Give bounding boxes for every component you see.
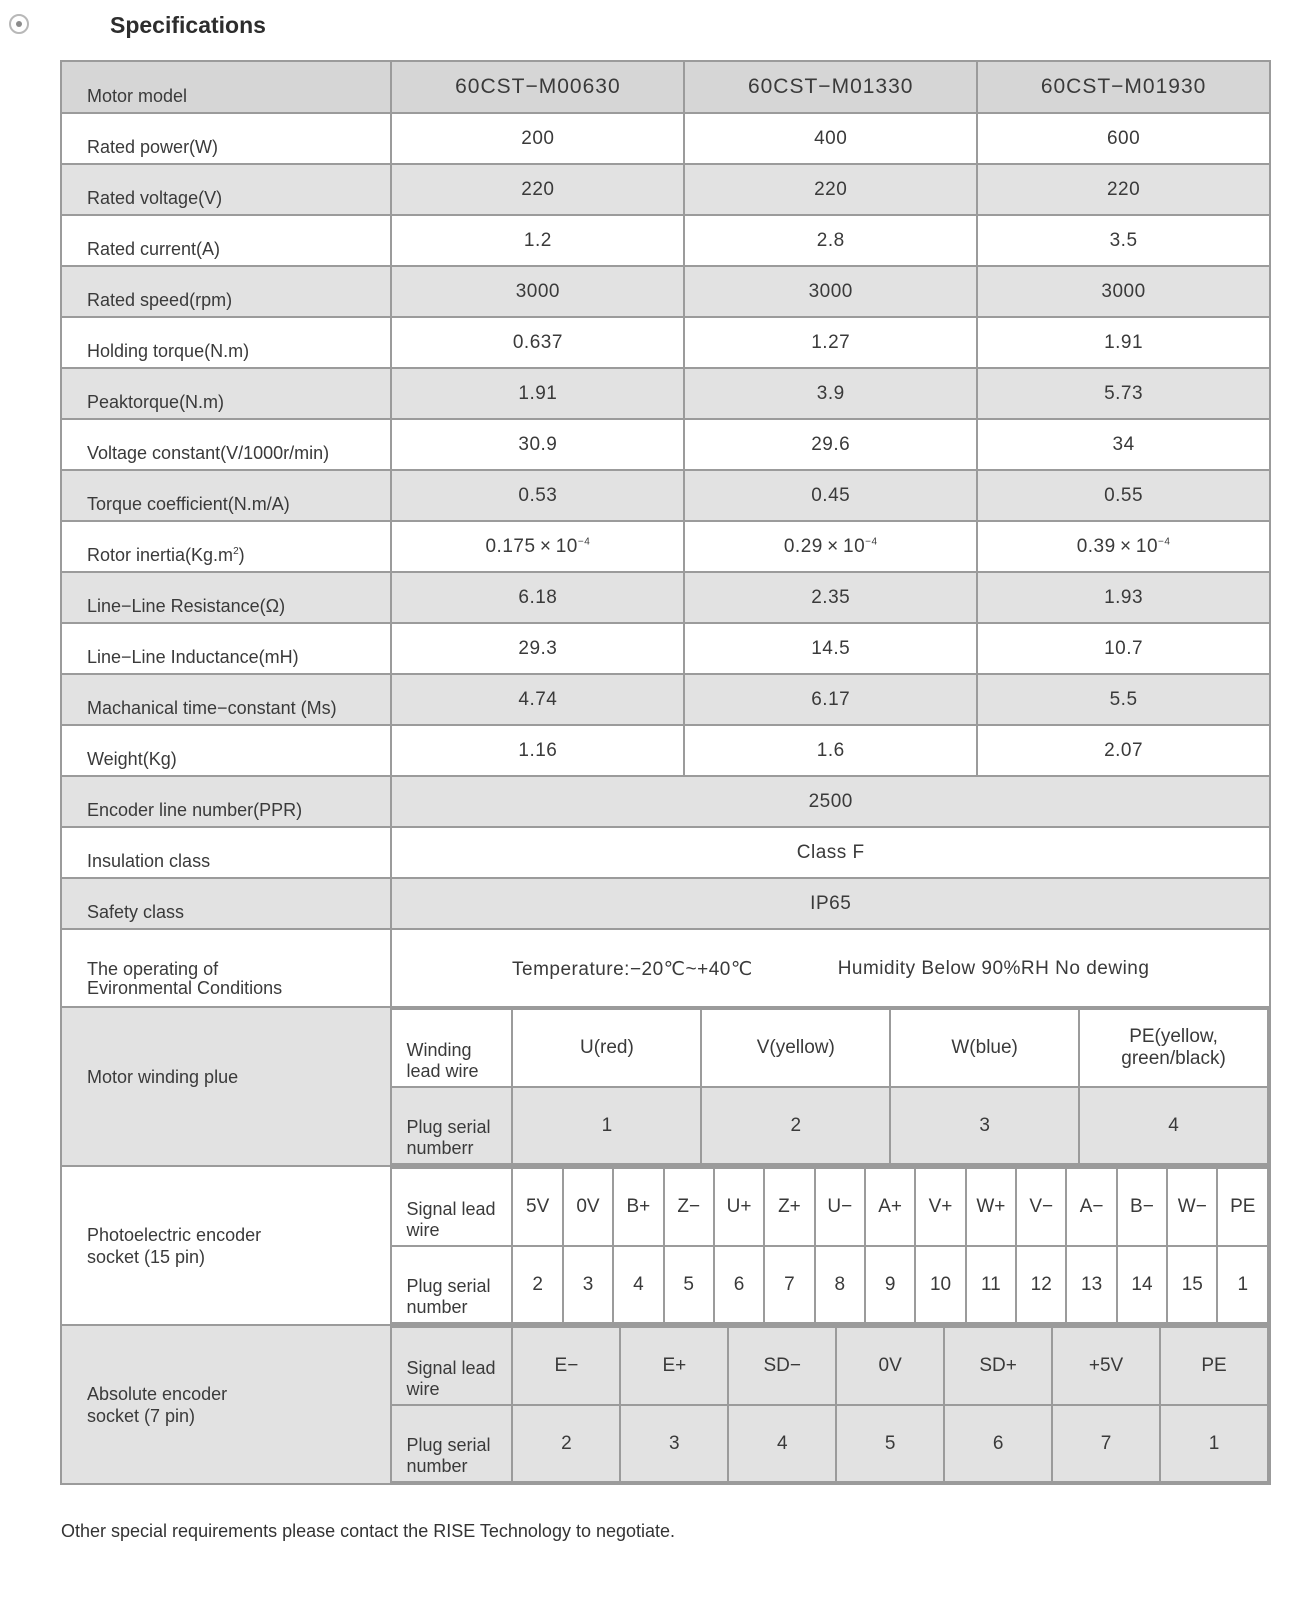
photo-signal-cell: W− xyxy=(1167,1168,1217,1246)
abs-serial-cell: 4 xyxy=(728,1405,836,1482)
abs-serial-cell: 3 xyxy=(620,1405,728,1482)
abs-signal-cell: +5V xyxy=(1052,1327,1160,1405)
row-value: 3000 xyxy=(684,266,977,317)
photo-signal-cell: B− xyxy=(1117,1168,1167,1246)
row-label: Rated current(A) xyxy=(61,215,391,266)
environment-label: The operating of Evironmental Conditions xyxy=(61,929,391,1007)
row-label: Voltage constant(V/1000r/min) xyxy=(61,419,391,470)
winding-serial: 2 xyxy=(701,1087,890,1164)
row-label: Line−Line Resistance(Ω) xyxy=(61,572,391,623)
radio-bullet-icon xyxy=(9,14,29,34)
row-value: 2.8 xyxy=(684,215,977,266)
photo-serial-cell: 2 xyxy=(512,1246,562,1323)
row-value: 6.18 xyxy=(391,572,684,623)
winding-lead: V(yellow) xyxy=(701,1009,890,1087)
photo-signal-cell: V+ xyxy=(915,1168,965,1246)
row-value: $0.175 \times 10^{-4}$ xyxy=(391,521,684,572)
row-value: 3000 xyxy=(977,266,1270,317)
row-label: Safety class xyxy=(61,878,391,929)
row-value: 4.74 xyxy=(391,674,684,725)
abs-serial-header: Plug serial number xyxy=(392,1405,512,1482)
model-header: 60CST−M01330 xyxy=(684,61,977,113)
row-value: 1.2 xyxy=(391,215,684,266)
abs-serial-cell: 5 xyxy=(836,1405,944,1482)
winding-serial-header: Plug serial numberr xyxy=(392,1087,512,1164)
row-value: 1.91 xyxy=(391,368,684,419)
merged-value: 2500 xyxy=(391,776,1270,827)
row-label: Line−Line Inductance(mH) xyxy=(61,623,391,674)
row-label: Rated power(W) xyxy=(61,113,391,164)
abs-signal-cell: PE xyxy=(1160,1327,1268,1405)
photo-serial-cell: 7 xyxy=(764,1246,814,1323)
photo-serial-cell: 11 xyxy=(966,1246,1016,1323)
table-row xyxy=(61,113,1270,164)
photo-signal-header: Signal lead wire xyxy=(392,1168,512,1246)
row-label: Rated speed(rpm) xyxy=(61,266,391,317)
photo-serial-cell: 5 xyxy=(664,1246,714,1323)
table-row xyxy=(61,419,1270,470)
photo-signal-cell: U− xyxy=(815,1168,865,1246)
table-row xyxy=(61,572,1270,623)
photo-signal-cell: W+ xyxy=(966,1168,1016,1246)
abs-encoder-table xyxy=(392,1326,1269,1483)
abs-serial-cell: 6 xyxy=(944,1405,1052,1482)
winding-lead-header: Winding lead wire xyxy=(392,1009,512,1087)
abs-encoder-label: Absolute encoder socket (7 pin) xyxy=(61,1325,391,1484)
row-value: 1.93 xyxy=(977,572,1270,623)
winding-label: Motor winding plue xyxy=(61,1007,391,1166)
row-value: 0.637 xyxy=(391,317,684,368)
row-value: 3.5 xyxy=(977,215,1270,266)
abs-signal-cell: E− xyxy=(512,1327,620,1405)
abs-serial-cell: 2 xyxy=(512,1405,620,1482)
row-value: 3.9 xyxy=(684,368,977,419)
row-value: 1.91 xyxy=(977,317,1270,368)
row-value: 1.6 xyxy=(684,725,977,776)
row-label: Weight(Kg) xyxy=(61,725,391,776)
photo-serial-cell: 10 xyxy=(915,1246,965,1323)
abs-signal-cell: SD− xyxy=(728,1327,836,1405)
row-label: Torque coefficient(N.m/A) xyxy=(61,470,391,521)
row-label: Encoder line number(PPR) xyxy=(61,776,391,827)
table-row xyxy=(61,368,1270,419)
row-value: 600 xyxy=(977,113,1270,164)
photo-serial-cell: 6 xyxy=(714,1246,764,1323)
row-value: 6.17 xyxy=(684,674,977,725)
merged-row xyxy=(61,827,1270,878)
abs-signal-cell: SD+ xyxy=(944,1327,1052,1405)
photo-signal-cell: Z− xyxy=(664,1168,714,1246)
photo-encoder-table xyxy=(392,1167,1269,1324)
table-row xyxy=(61,623,1270,674)
row-value: 3000 xyxy=(391,266,684,317)
row-value: 2.35 xyxy=(684,572,977,623)
row-value: 400 xyxy=(684,113,977,164)
winding-section xyxy=(61,1007,1270,1166)
row-label: Rated voltage(V) xyxy=(61,164,391,215)
row-value: $0.39 \times 10^{-4}$ xyxy=(977,521,1270,572)
row-label: Peaktorque(N.m) xyxy=(61,368,391,419)
table-row xyxy=(61,725,1270,776)
merged-row xyxy=(61,776,1270,827)
row-value: 0.45 xyxy=(684,470,977,521)
row-label: Rotor $inertia(Kg.m^2)$ xyxy=(61,521,391,572)
row-value: 34 xyxy=(977,419,1270,470)
row-value: 0.55 xyxy=(977,470,1270,521)
abs-signal-cell: E+ xyxy=(620,1327,728,1405)
abs-serial-cell: 7 xyxy=(1052,1405,1160,1482)
photo-serial-cell: 1 xyxy=(1217,1246,1268,1323)
row-value: 200 xyxy=(391,113,684,164)
winding-table xyxy=(392,1008,1269,1165)
environment-conditions xyxy=(391,929,1270,1007)
row-label: Machanical time−constant (Ms) xyxy=(61,674,391,725)
winding-serial: 1 xyxy=(512,1087,701,1164)
row-value: 220 xyxy=(684,164,977,215)
model-header: 60CST−M00630 xyxy=(391,61,684,113)
row-label: Holding torque(N.m) xyxy=(61,317,391,368)
photo-signal-cell: U+ xyxy=(714,1168,764,1246)
photo-encoder-section xyxy=(61,1166,1270,1325)
model-header: 60CST−M01930 xyxy=(977,61,1270,113)
photo-signal-cell: V− xyxy=(1016,1168,1066,1246)
photo-encoder-label: Photoelectric encoder socket (15 pin) xyxy=(61,1166,391,1325)
row-label: Insulation class xyxy=(61,827,391,878)
row-value: 5.73 xyxy=(977,368,1270,419)
table-row xyxy=(61,164,1270,215)
row-value: 1.16 xyxy=(391,725,684,776)
photo-serial-header: Plug serial number xyxy=(392,1246,512,1323)
photo-signal-cell: A+ xyxy=(865,1168,915,1246)
abs-encoder-section xyxy=(61,1325,1270,1484)
table-row xyxy=(61,521,1270,572)
abs-serial-cell: 1 xyxy=(1160,1405,1268,1482)
humidity-condition: Humidity Below 90%RH No dewing xyxy=(837,958,1150,979)
header-row xyxy=(61,61,1270,113)
winding-serial: 4 xyxy=(1079,1087,1268,1164)
row-value: $0.29 \times 10^{-4}$ xyxy=(684,521,977,572)
merged-value: IP65 xyxy=(391,878,1270,929)
abs-signal-header: Signal lead wire xyxy=(392,1327,512,1405)
row-value: 14.5 xyxy=(684,623,977,674)
table-row xyxy=(61,317,1270,368)
photo-serial-cell: 15 xyxy=(1167,1246,1217,1323)
row-value: 220 xyxy=(391,164,684,215)
photo-signal-cell: 0V xyxy=(563,1168,613,1246)
row-value: 10.7 xyxy=(977,623,1270,674)
winding-lead: W(blue) xyxy=(890,1009,1079,1087)
abs-signal-cell: 0V xyxy=(836,1327,944,1405)
table-row xyxy=(61,215,1270,266)
photo-serial-cell: 9 xyxy=(865,1246,915,1323)
row-value: 220 xyxy=(977,164,1270,215)
photo-signal-cell: 5V xyxy=(512,1168,562,1246)
photo-serial-cell: 8 xyxy=(815,1246,865,1323)
photo-serial-cell: 3 xyxy=(563,1246,613,1323)
merged-value: Class F xyxy=(391,827,1270,878)
environment-row xyxy=(61,929,1270,1007)
photo-serial-cell: 14 xyxy=(1117,1246,1167,1323)
winding-serial: 3 xyxy=(890,1087,1079,1164)
footer-note: Other special requirements please contact the RISE Technology to negotiate. xyxy=(61,1521,676,1541)
table-row xyxy=(61,470,1270,521)
table-row xyxy=(61,674,1270,725)
photo-signal-cell: PE xyxy=(1217,1168,1268,1246)
row-value: 2.07 xyxy=(977,725,1270,776)
photo-signal-cell: A− xyxy=(1066,1168,1116,1246)
row-value: 30.9 xyxy=(391,419,684,470)
photo-serial-cell: 4 xyxy=(613,1246,663,1323)
row-value: 0.53 xyxy=(391,470,684,521)
photo-serial-cell: 12 xyxy=(1016,1246,1066,1323)
header-label: Motor model xyxy=(61,61,391,113)
photo-signal-cell: B+ xyxy=(613,1168,663,1246)
row-value: 29.3 xyxy=(391,623,684,674)
photo-signal-cell: Z+ xyxy=(764,1168,814,1246)
specifications-table xyxy=(60,60,1271,1485)
page-title: Specifications xyxy=(110,12,266,38)
winding-lead: U(red) xyxy=(512,1009,701,1087)
row-value: 1.27 xyxy=(684,317,977,368)
temperature-range: Temperature:−20℃~+40℃ xyxy=(512,959,753,980)
row-value: 5.5 xyxy=(977,674,1270,725)
table-row xyxy=(61,266,1270,317)
merged-row xyxy=(61,878,1270,929)
winding-lead: PE(yellow, green/black) xyxy=(1079,1009,1268,1087)
row-value: 29.6 xyxy=(684,419,977,470)
photo-serial-cell: 13 xyxy=(1066,1246,1116,1323)
